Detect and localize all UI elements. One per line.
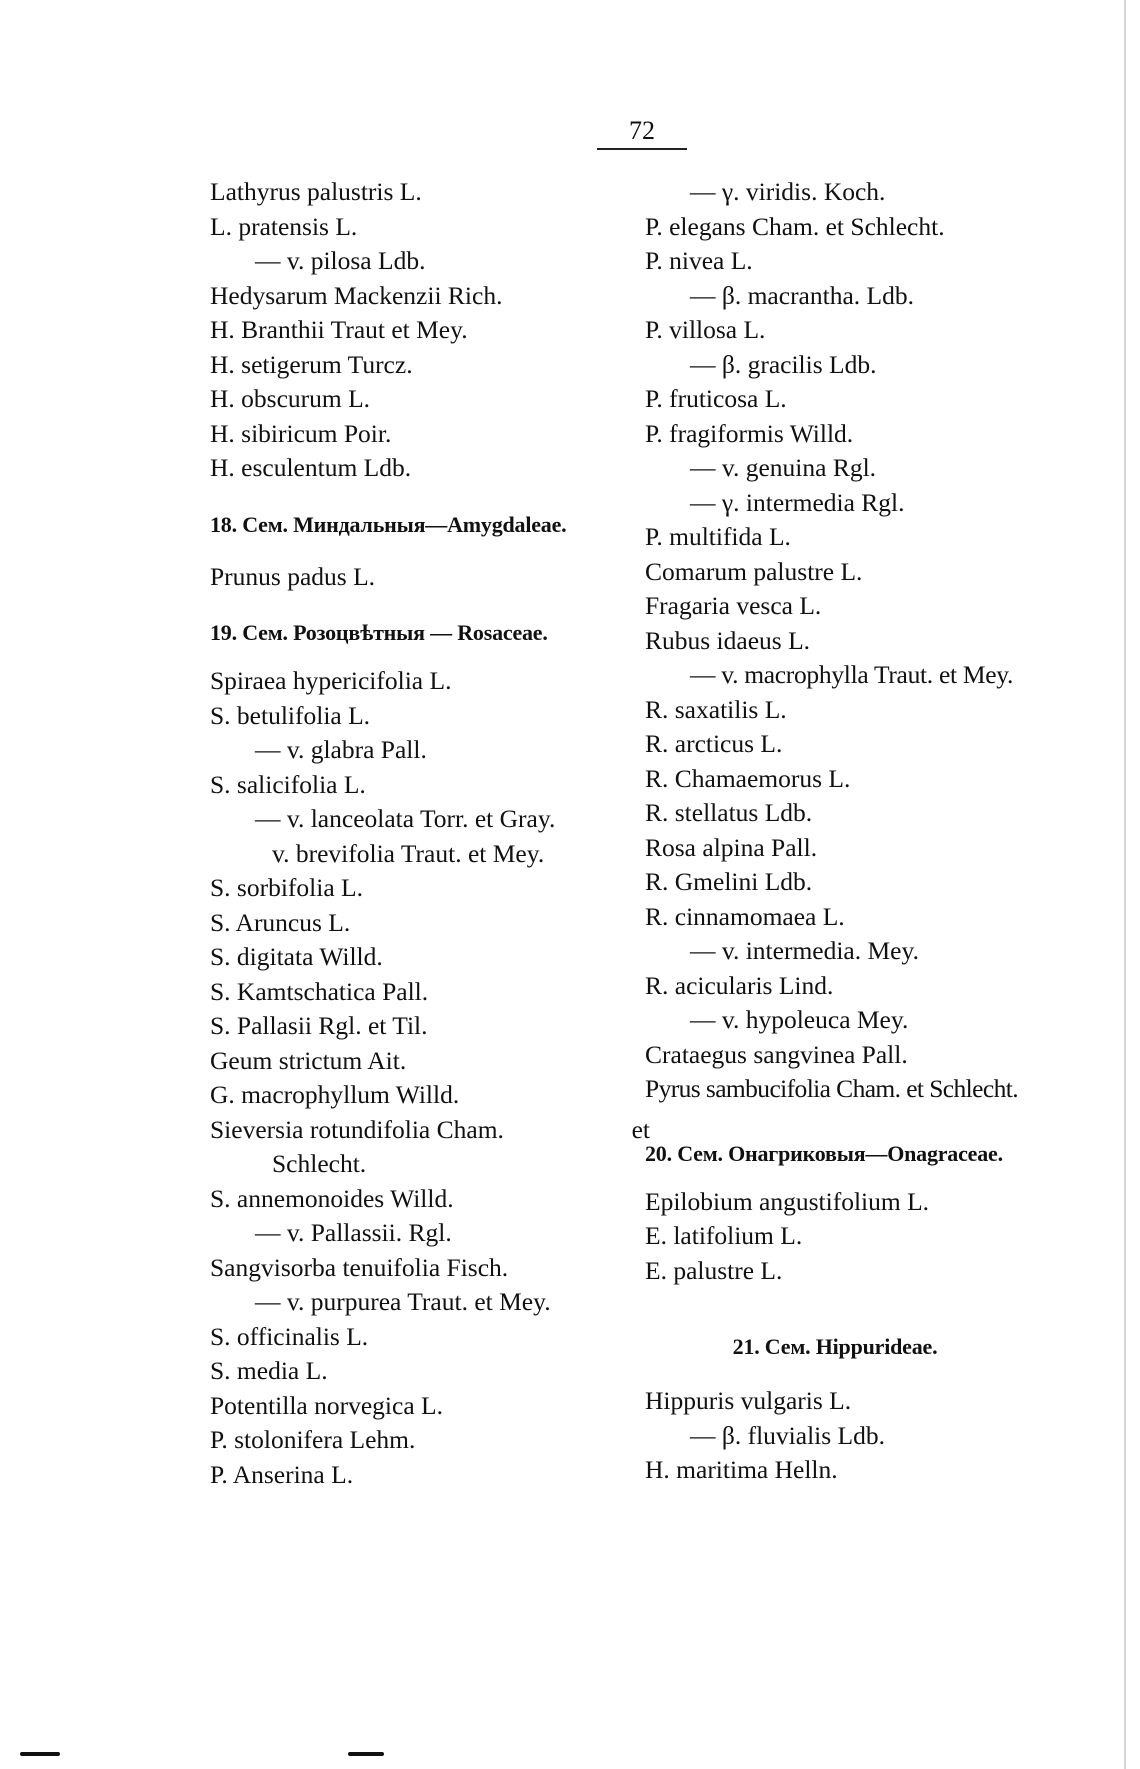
variety-entry: — v. pilosa Ldb. — [255, 246, 426, 275]
species-entry: P. nivea L. — [645, 246, 753, 275]
species-entry: R. Chamaemorus L. — [645, 763, 851, 793]
species-entry: S. betulifolia L. — [210, 700, 371, 730]
species-entry: Rubus idaeus L. — [645, 625, 811, 655]
species-entry: R. Gmelini Ldb. — [645, 867, 813, 896]
species-entry: Geum strictum Ait. — [210, 1045, 407, 1075]
scan-mark — [20, 1752, 60, 1756]
species-entry: P. fragiformis Willd. — [645, 418, 854, 448]
species-entry: S. sorbifolia L. — [210, 873, 363, 902]
species-entry: S. Pallasii Rgl. et Til. — [210, 1011, 428, 1040]
species-entry: L. pratensis L. — [210, 211, 358, 241]
species-entry-sieversia — [210, 1113, 650, 1148]
species-entry: H. setigerum Turcz. — [210, 349, 413, 379]
variety-entry: — v. Pallassii. Rgl. — [255, 1218, 452, 1247]
species-entry: H. obscurum L. — [210, 384, 371, 413]
variety-entry: — γ. viridis. Koch. — [690, 177, 886, 206]
species-entry: R. arcticus L. — [645, 729, 783, 758]
scan-mark — [348, 1752, 384, 1756]
species-entry: S. officinalis L. — [210, 1321, 369, 1351]
variety-entry: — v. purpurea Traut. et Mey. — [255, 1287, 551, 1316]
variety-entry: — β. fluvialis Ldb. — [690, 1420, 885, 1450]
right-column — [645, 175, 1085, 1488]
species-entry: H. maritima Helln. — [645, 1455, 838, 1484]
variety-entry: — v. lanceolata Torr. et Gray. — [255, 804, 556, 833]
variety-entry: — β. gracilis Ldb. — [690, 349, 877, 379]
family-heading-19: 19. Сем. Розоцвѣтныя — Rosaceae. — [210, 620, 548, 645]
species-entry: S. salicifolia L. — [210, 769, 366, 799]
species-entry: S. Kamtschatica Pall. — [210, 976, 429, 1006]
species-entry: S. annemonoides Willd. — [210, 1183, 454, 1213]
species-entry: Prunus padus L. — [210, 561, 376, 591]
species-entry: P. stolonifera Lehm. — [210, 1425, 416, 1454]
species-et: et — [631, 1114, 650, 1144]
species-entry: Hedysarum Mackenzii Rich. — [210, 280, 503, 310]
species-entry: Lathyrus palustris L. — [210, 177, 422, 206]
variety-entry: — v. macrophylla Traut. et Mey. — [690, 660, 1014, 689]
species-entry: E. latifolium L. — [645, 1221, 803, 1250]
species-entry: Sangvisorba tenuifolia Fisch. — [210, 1252, 509, 1282]
variety-entry: — γ. intermedia Rgl. — [690, 487, 905, 517]
species-entry: S. media L. — [210, 1356, 328, 1385]
species-entry: Pyrus sambucifolia Cham. et Schlecht. — [645, 1074, 1018, 1103]
variety-entry: — v. genuina Rgl. — [690, 453, 877, 482]
species-name: Sieversia rotundifolia Cham. — [210, 1114, 504, 1144]
species-entry: P. villosa L. — [645, 315, 766, 344]
species-entry: Hippuris vulgaris L. — [645, 1386, 852, 1415]
species-entry: P. Anserina L. — [210, 1459, 354, 1489]
species-entry: G. macrophyllum Willd. — [210, 1080, 460, 1109]
species-entry: Spiraea hypericifolia L. — [210, 666, 452, 695]
variety-entry: v. brevifolia Traut. et Mey. — [272, 838, 545, 868]
species-entry: P. multifida L. — [645, 522, 791, 551]
species-entry: H. sibiricum Poir. — [210, 418, 392, 448]
page-number-rule — [597, 148, 687, 150]
family-heading-20: 20. Сем. Онагриковыя—Onagraceae. — [645, 1140, 1003, 1166]
variety-entry: — β. macrantha. Ldb. — [690, 280, 914, 310]
species-entry: S. Aruncus L. — [210, 907, 351, 937]
variety-entry: — v. glabra Pall. — [255, 735, 427, 764]
page-number: 72 — [629, 116, 655, 145]
species-entry: Rosa alpina Pall. — [645, 832, 818, 862]
species-entry: R. saxatilis L. — [645, 694, 787, 724]
family-heading-21: 21. Сем. Hippurideae. — [732, 1334, 938, 1359]
species-entry: R. cinnamomaea L. — [645, 901, 845, 931]
left-column — [210, 175, 650, 1492]
variety-entry: — v. hypoleuca Mey. — [690, 1005, 909, 1034]
species-entry: Crataegus sangvinea Pall. — [645, 1039, 908, 1069]
species-entry: H. Branthii Traut et Mey. — [210, 315, 468, 344]
species-entry: P. fruticosa L. — [645, 384, 787, 413]
species-entry-continuation: Schlecht. — [272, 1149, 367, 1178]
species-entry: Potentilla norvegica L. — [210, 1390, 443, 1420]
species-entry: R. stellatus Ldb. — [645, 798, 813, 827]
species-entry: E. palustre L. — [645, 1255, 783, 1285]
species-entry: Epilobium angustifolium L. — [645, 1186, 930, 1216]
variety-entry: — v. intermedia. Mey. — [690, 936, 919, 965]
family-heading-18: 18. Сем. Миндальныя—Amygdaleae. — [210, 511, 567, 537]
species-entry: H. esculentum Ldb. — [210, 453, 412, 482]
species-entry: Fragaria vesca L. — [645, 591, 822, 620]
species-entry: R. acicularis Lind. — [645, 970, 834, 1000]
page-edge-line — [1124, 0, 1126, 1769]
species-entry: P. elegans Cham. et Schlecht. — [645, 211, 945, 241]
species-entry: Comarum palustre L. — [645, 556, 863, 586]
species-entry: S. digitata Willd. — [210, 942, 383, 971]
